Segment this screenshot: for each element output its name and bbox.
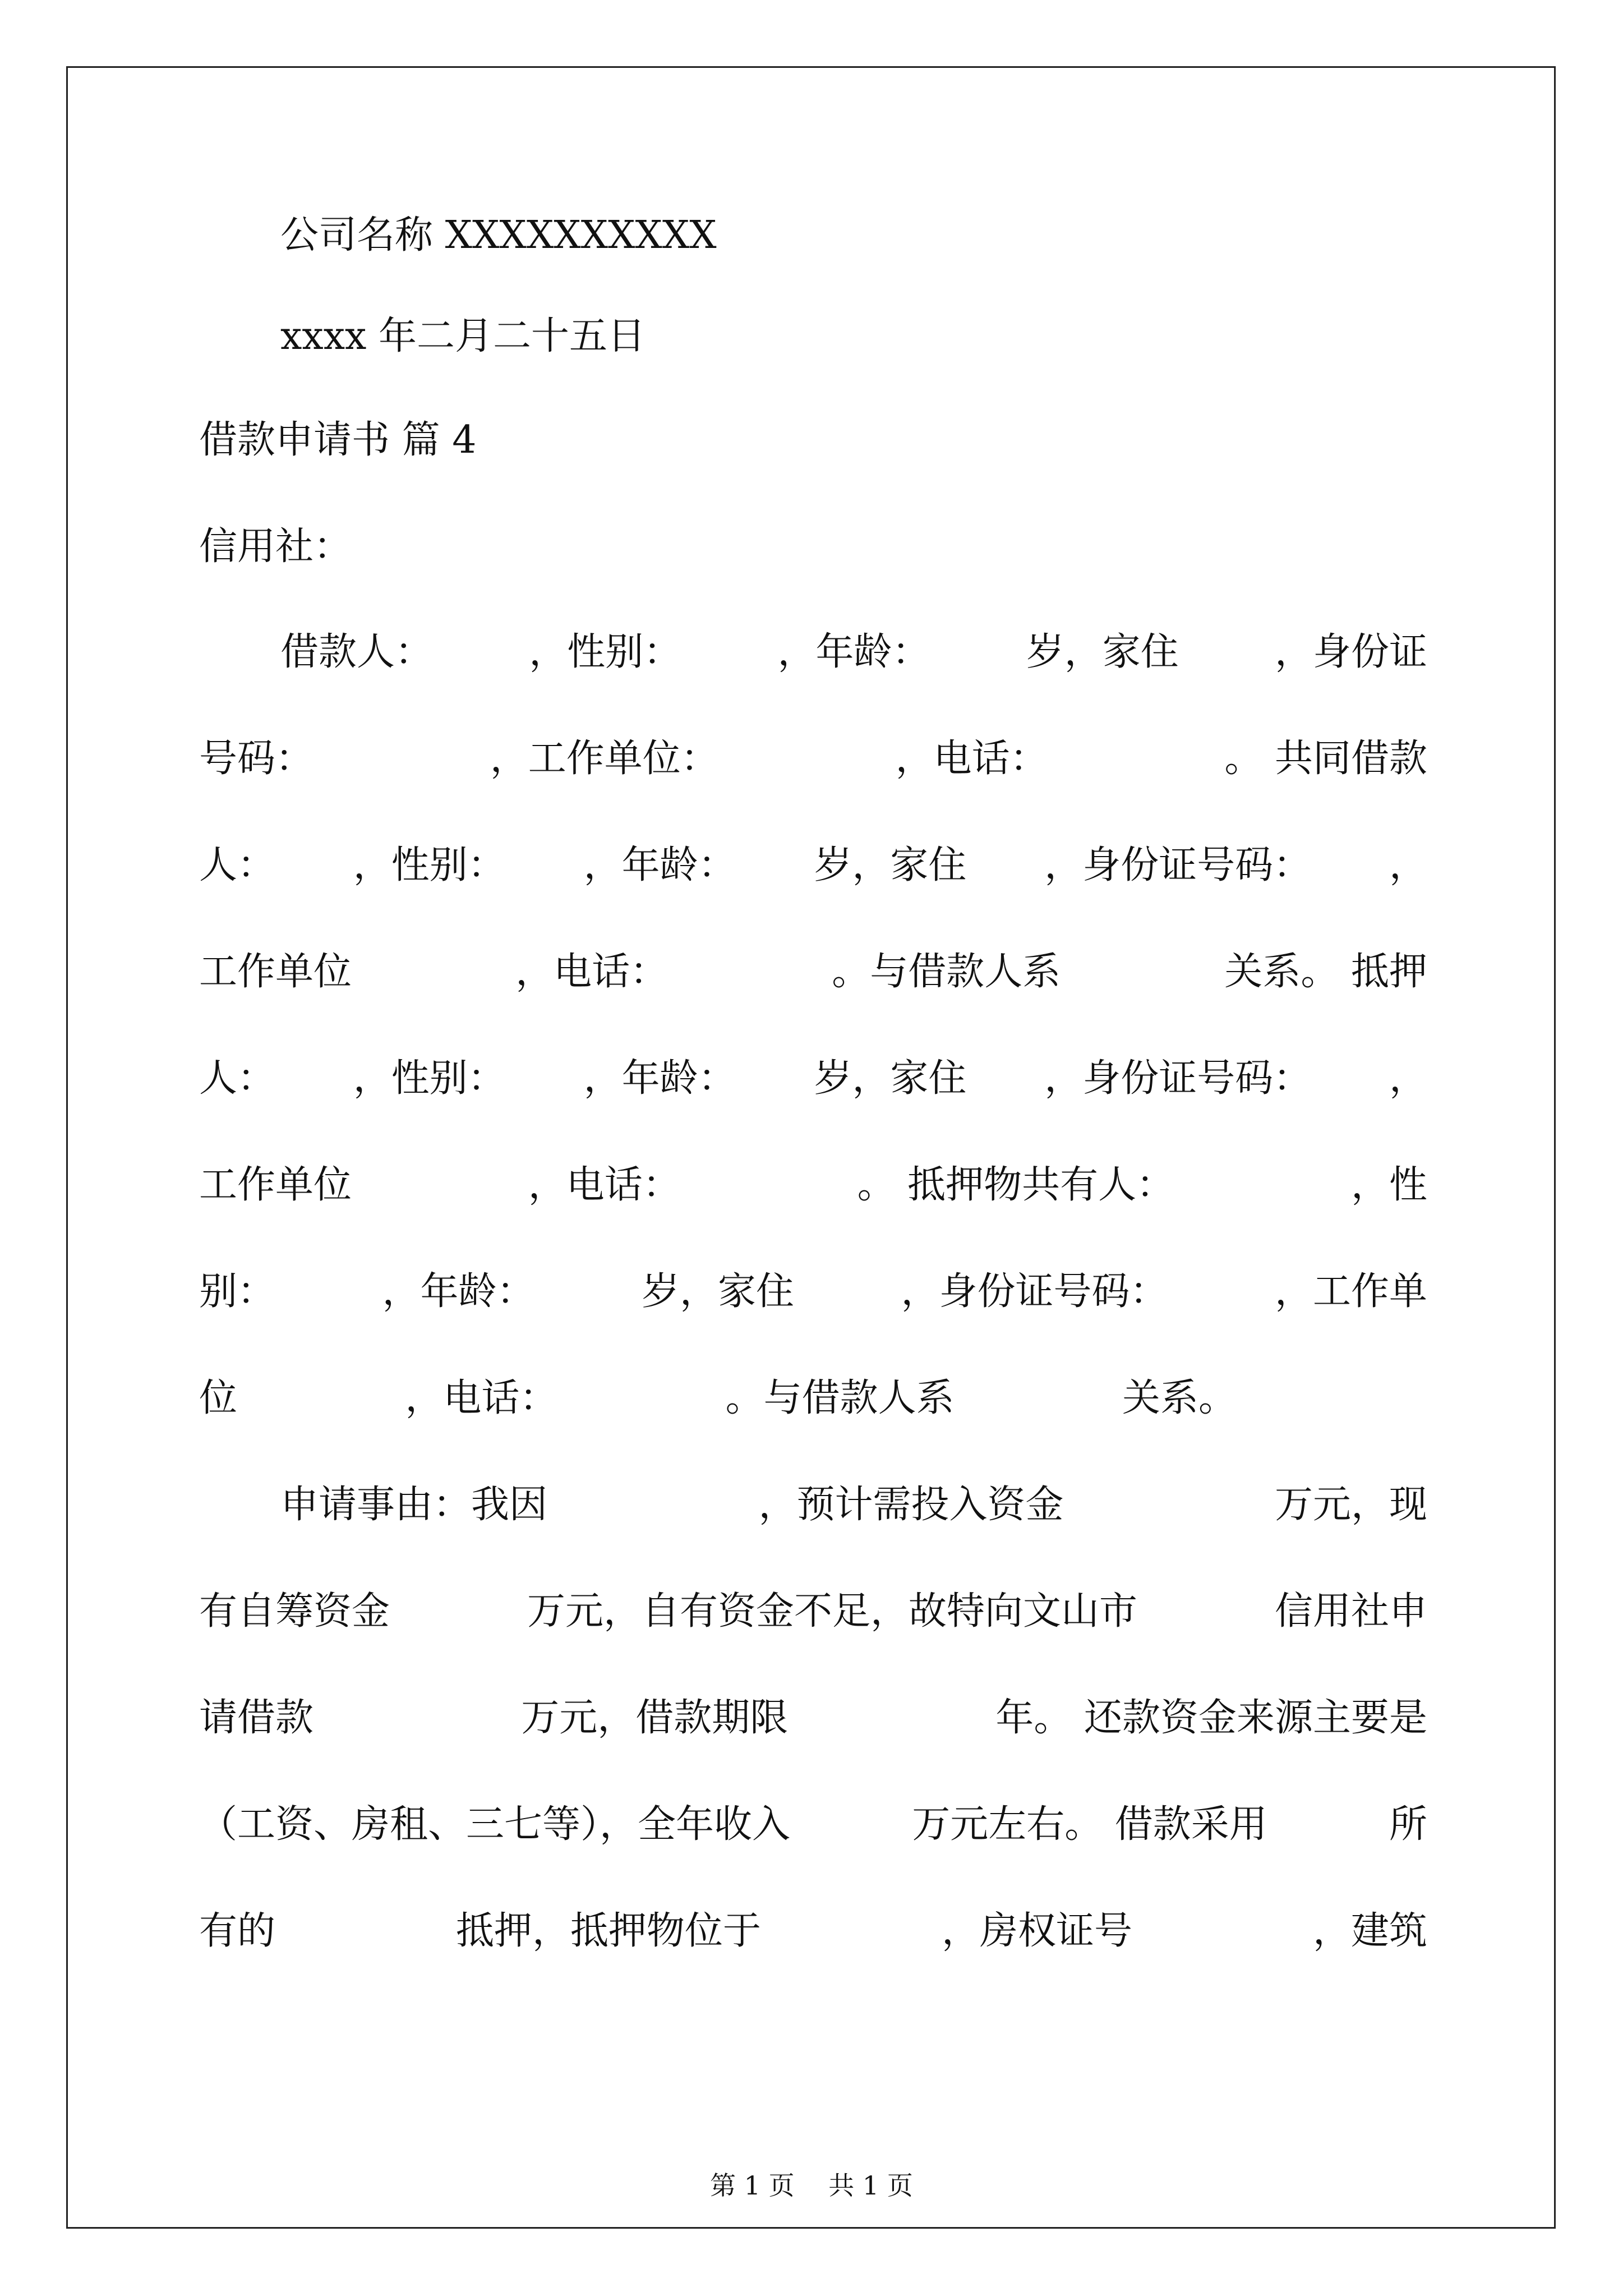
body-segment: 有自筹资金 [199, 1589, 390, 1634]
body-segment: 借款人： [280, 630, 434, 674]
body-segment: ，年龄： [777, 630, 930, 674]
body-line [199, 1909, 1427, 1954]
body-segment: ，身份证号码： [901, 1269, 1168, 1314]
body-segment: 工作单位 [199, 1163, 352, 1207]
document-title: 借款申请书 篇 4 [199, 418, 477, 462]
body-segment: 人： [199, 843, 276, 887]
body-segment: ，性别： [529, 630, 682, 674]
addressee-line: 信用社： [199, 524, 352, 569]
body-segment: 。 抵押物共有人： [857, 1163, 1175, 1207]
body-segment: ，身份证号码： [1044, 843, 1312, 887]
company-line: 公司名称 XXXXXXXXXX [280, 213, 717, 257]
body-line [199, 1056, 1427, 1101]
body-segment: 。 共同借款 [1224, 737, 1427, 781]
body-segment: 号码： [199, 737, 314, 781]
body-segment: ，性别： [353, 843, 506, 887]
body-segment: 岁，家住 [814, 843, 967, 887]
body-line [199, 1696, 1427, 1741]
body-segment: 有的 [199, 1909, 276, 1953]
body-segment: ，电话： [528, 1163, 681, 1207]
body-segment: ，预计需投入资金 [758, 1483, 1064, 1527]
body-segment: ，性别： [353, 1056, 506, 1101]
body-segment: 万元左右。 借款采用 [912, 1802, 1267, 1847]
body-segment: ，身份证号码： [1044, 1056, 1312, 1101]
body-line [199, 1163, 1427, 1208]
body-segment: ， [1389, 843, 1427, 887]
body-segment: 岁，家住 [641, 1269, 794, 1314]
body-segment: ，电话： [405, 1376, 558, 1420]
body-line [199, 1589, 1427, 1634]
body-segment: 信用社申 [1274, 1589, 1427, 1634]
body-segment: 年。 还款资金来源主要是 [995, 1696, 1427, 1740]
body-segment: ，身份证 [1274, 630, 1427, 674]
date-line: xxxx 年二月二十五日 [280, 314, 646, 358]
body-segment: ，性 [1350, 1163, 1427, 1207]
body-segment: ，房权证号 [941, 1909, 1132, 1953]
body-segment: 人： [199, 1056, 276, 1101]
body-segment: 所 [1389, 1802, 1427, 1847]
body-segment: 抵押，抵押物位于 [455, 1909, 761, 1953]
body-segment: ， [1389, 1056, 1427, 1101]
body-segment: ，工作单位： [490, 737, 719, 781]
body-segment: 关系。 [1122, 1376, 1237, 1420]
body-line [199, 843, 1427, 888]
body-segment: 。与借款人系 [725, 1376, 955, 1420]
body-segment: ，建筑 [1312, 1909, 1427, 1953]
body-segment: ，电话： [515, 950, 668, 994]
body-line [199, 1802, 1427, 1847]
body-segment: 。与借款人系 [832, 950, 1061, 994]
body-segment: 万元，现 [1274, 1483, 1427, 1527]
body-segment: ，年龄： [583, 1056, 736, 1101]
body-segment: 万元，自有资金不足，故特向文山市 [527, 1589, 1137, 1634]
page-border [66, 66, 1556, 2229]
body-line [280, 630, 1427, 675]
body-segment: （工资、房租、三七等），全年收入 [199, 1802, 791, 1847]
body-segment: 岁，家住 [814, 1056, 967, 1101]
body-line [199, 1376, 1237, 1421]
body-line [199, 737, 1427, 781]
body-line [199, 1269, 1427, 1314]
body-segment: ，年龄： [382, 1269, 535, 1314]
body-segment: 请借款 [199, 1696, 314, 1740]
body-segment: ，年龄： [583, 843, 736, 887]
body-segment: 万元，借款期限 [521, 1696, 789, 1740]
body-segment: 别： [199, 1269, 276, 1314]
body-segment: ，电话： [895, 737, 1048, 781]
body-line [199, 950, 1427, 995]
body-segment: 工作单位 [199, 950, 352, 994]
body-line [280, 1483, 1427, 1527]
body-segment: ，工作单 [1274, 1269, 1427, 1314]
page-footer: 第 1 页 共 1 页 [710, 2170, 913, 2201]
body-segment: 关系。 抵押 [1224, 950, 1427, 994]
body-segment: 申请事由：我因 [280, 1483, 548, 1527]
body-segment: 岁，家住 [1026, 630, 1179, 674]
body-segment: 位 [199, 1376, 238, 1420]
